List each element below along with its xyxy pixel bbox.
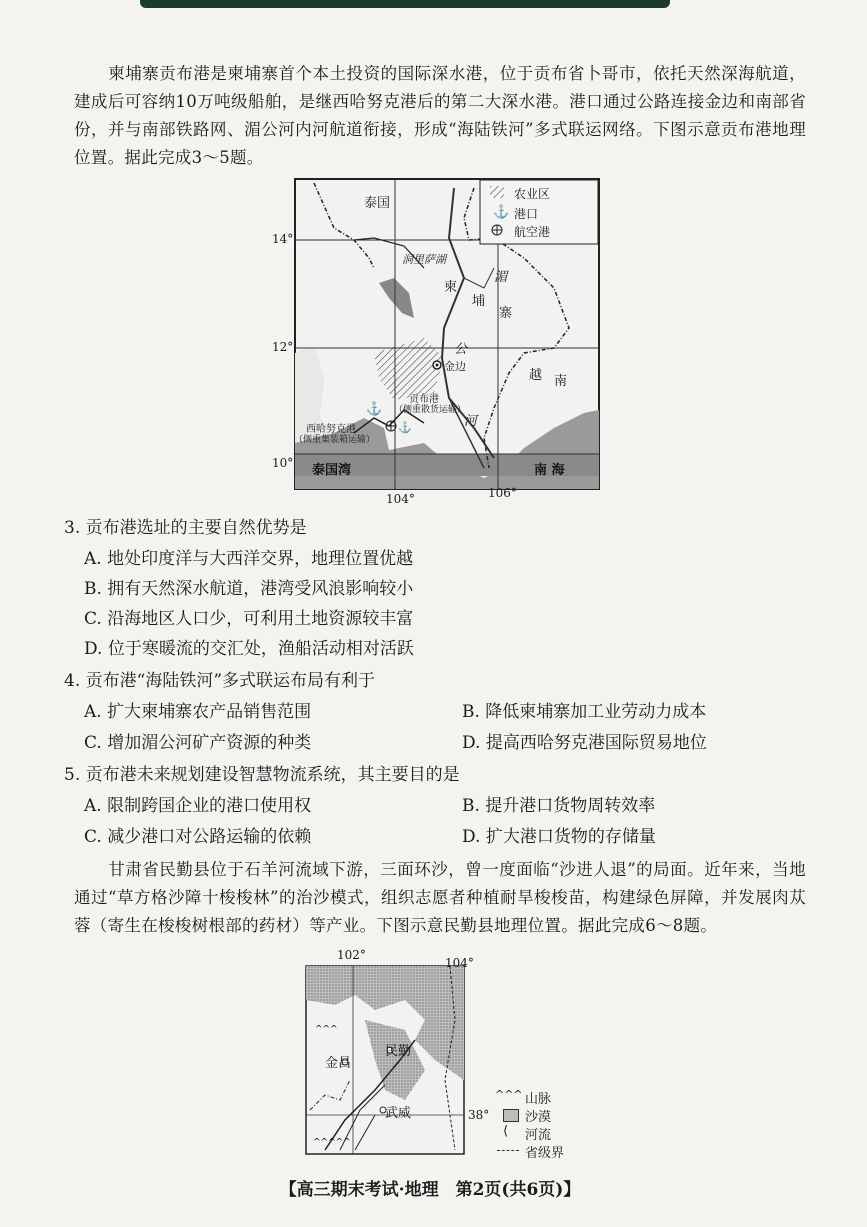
label-sea: 南 海 <box>534 463 565 478</box>
legend-airport: 航空港 <box>514 225 551 239</box>
question-5-option-b: B. 提升港口货物周转效率 <box>462 796 656 816</box>
label-cambodia-3: 寨 <box>499 306 513 321</box>
question-5-option-d: D. 扩大港口货物的存储量 <box>462 827 656 847</box>
map-cambodia <box>272 178 600 506</box>
boundary-icon <box>497 1150 519 1151</box>
mountain-icon: ^^^ <box>495 1088 523 1101</box>
label-mekong-2: 公 <box>454 342 468 357</box>
legend-agri: 农业区 <box>514 187 551 201</box>
passage-1 <box>74 60 806 172</box>
sihanouk-port-icon: ⚓ <box>366 402 383 417</box>
label-minqin: 民勤 <box>385 1044 412 1059</box>
question-4-option-a: A. 扩大柬埔寨农产品销售范围 <box>84 702 312 722</box>
question-3-option-c: C. 沿海地区人口少，可利用土地资源较丰富 <box>84 609 414 629</box>
label-sihanouk: 西哈努克港 <box>306 424 356 435</box>
question-3-option-a: A. 地处印度洋与大西洋交界，地理位置优越 <box>84 549 414 569</box>
label-cambodia-1: 柬 <box>444 280 458 295</box>
passage-1-text: 柬埔寨贡布港是柬埔寨首个本土投资的国际深水港，位于贡布省卜哥市，依托天然深海航道，建成后可容纳10万吨级船舶，是继西哈努克港后的第二大深水港。港口通过公路连接金边和南部省份，并与南部铁路网、湄公河内河航道衔接，形成“海陆铁河”多式联运网络。下图示意贡布港地理位置。据此完成3～5题。 <box>74 64 806 167</box>
anchor-icon: ⚓ <box>493 205 510 220</box>
label-wuwei: 武威 <box>385 1106 412 1121</box>
label-lon104: 104° <box>386 492 415 506</box>
question-3-stem: 3. 贡布港选址的主要自然优势是 <box>64 518 307 538</box>
label-mekong-3: 河 <box>464 414 478 429</box>
legend-desert: 沙漠 <box>525 1110 552 1125</box>
label-mekong-1: 湄 <box>494 270 508 285</box>
passage-2-text: 甘肃省民勤县位于石羊河流域下游，三面环沙，曾一度面临“沙进人退”的局面。近年来，当地通过“草方格沙障十梭梭林”的治沙模式，组织志愿者种植耐旱梭梭苗，构建绿色屏障，并发展肉苁蓉（寄生在梭梭树根部的药材）等产业。下图示意民勤县地理位置。据此完成6～8题。 <box>74 860 806 935</box>
question-3-option-d: D. 位于寒暖流的交汇处，渔船活动相对活跃 <box>84 639 414 659</box>
legend-mountain: 山脉 <box>525 1092 552 1107</box>
question-5-option-c: C. 减少港口对公路运输的依赖 <box>84 827 312 847</box>
desert-icon <box>503 1109 519 1122</box>
label-lat14: 14° <box>272 232 294 246</box>
mountain-symbol-2: ^^^ <box>315 1025 338 1035</box>
legend-boundary: 省级界 <box>525 1146 565 1161</box>
mountain-symbol: ^^^^^ <box>313 1138 351 1148</box>
legend-river: 河流 <box>525 1128 552 1143</box>
passage-2 <box>74 856 806 940</box>
map-minqin <box>305 948 490 1156</box>
label-kampot-note: （侧重散货运输） <box>394 405 467 415</box>
label-vietnam-2: 南 <box>554 374 568 389</box>
label-sihanouk-note: （侧重集装箱运输） <box>294 435 376 445</box>
legend-river-row <box>495 1124 615 1142</box>
page-footer: 【高三期末考试·地理 第2页(共6页)】 <box>279 1180 581 1200</box>
label-lon102: 102° <box>337 948 366 962</box>
question-3-option-b: B. 拥有天然深水航道，港湾受风浪影响较小 <box>84 579 414 599</box>
label-phnompenh: 金边 <box>444 360 466 373</box>
legend-desert-row <box>495 1106 615 1124</box>
question-5-option-a: A. 限制跨国企业的港口使用权 <box>84 796 312 816</box>
label-kampot: 贡布港 <box>409 394 439 405</box>
label-thailand: 泰国 <box>364 196 391 211</box>
label-lon106: 106° <box>488 486 517 500</box>
legend-port: 港口 <box>514 207 539 221</box>
label-cambodia-2: 埔 <box>472 294 486 309</box>
river-icon: ⟨ <box>503 1124 509 1139</box>
question-4-option-d: D. 提高西哈努克港国际贸易地位 <box>462 733 707 753</box>
label-lon104-map2: 104° <box>445 956 474 970</box>
question-4-option-b: B. 降低柬埔寨加工业劳动力成本 <box>462 702 707 722</box>
label-gulf: 泰国湾 <box>312 463 352 478</box>
kampot-port-icon: ⚓ <box>398 421 412 434</box>
legend-mountain-row <box>495 1088 615 1106</box>
question-4-stem: 4. 贡布港“海陆铁河”多式联运布局有利于 <box>64 671 376 691</box>
map2-legend <box>495 1088 615 1160</box>
question-5-stem: 5. 贡布港未来规划建设智慧物流系统，其主要目的是 <box>64 765 460 785</box>
label-lat38: 38° <box>468 1108 490 1122</box>
label-vietnam-1: 越 <box>529 368 543 383</box>
label-lat12: 12° <box>272 340 294 354</box>
label-jinchang: 金昌 <box>325 1056 352 1071</box>
label-lat10: 10° <box>272 456 294 470</box>
label-lake: 洞里萨湖 <box>402 253 446 266</box>
question-4-option-c: C. 增加湄公河矿产资源的种类 <box>84 733 312 753</box>
top-edge-bar <box>140 0 670 8</box>
legend-boundary-row <box>495 1142 615 1160</box>
